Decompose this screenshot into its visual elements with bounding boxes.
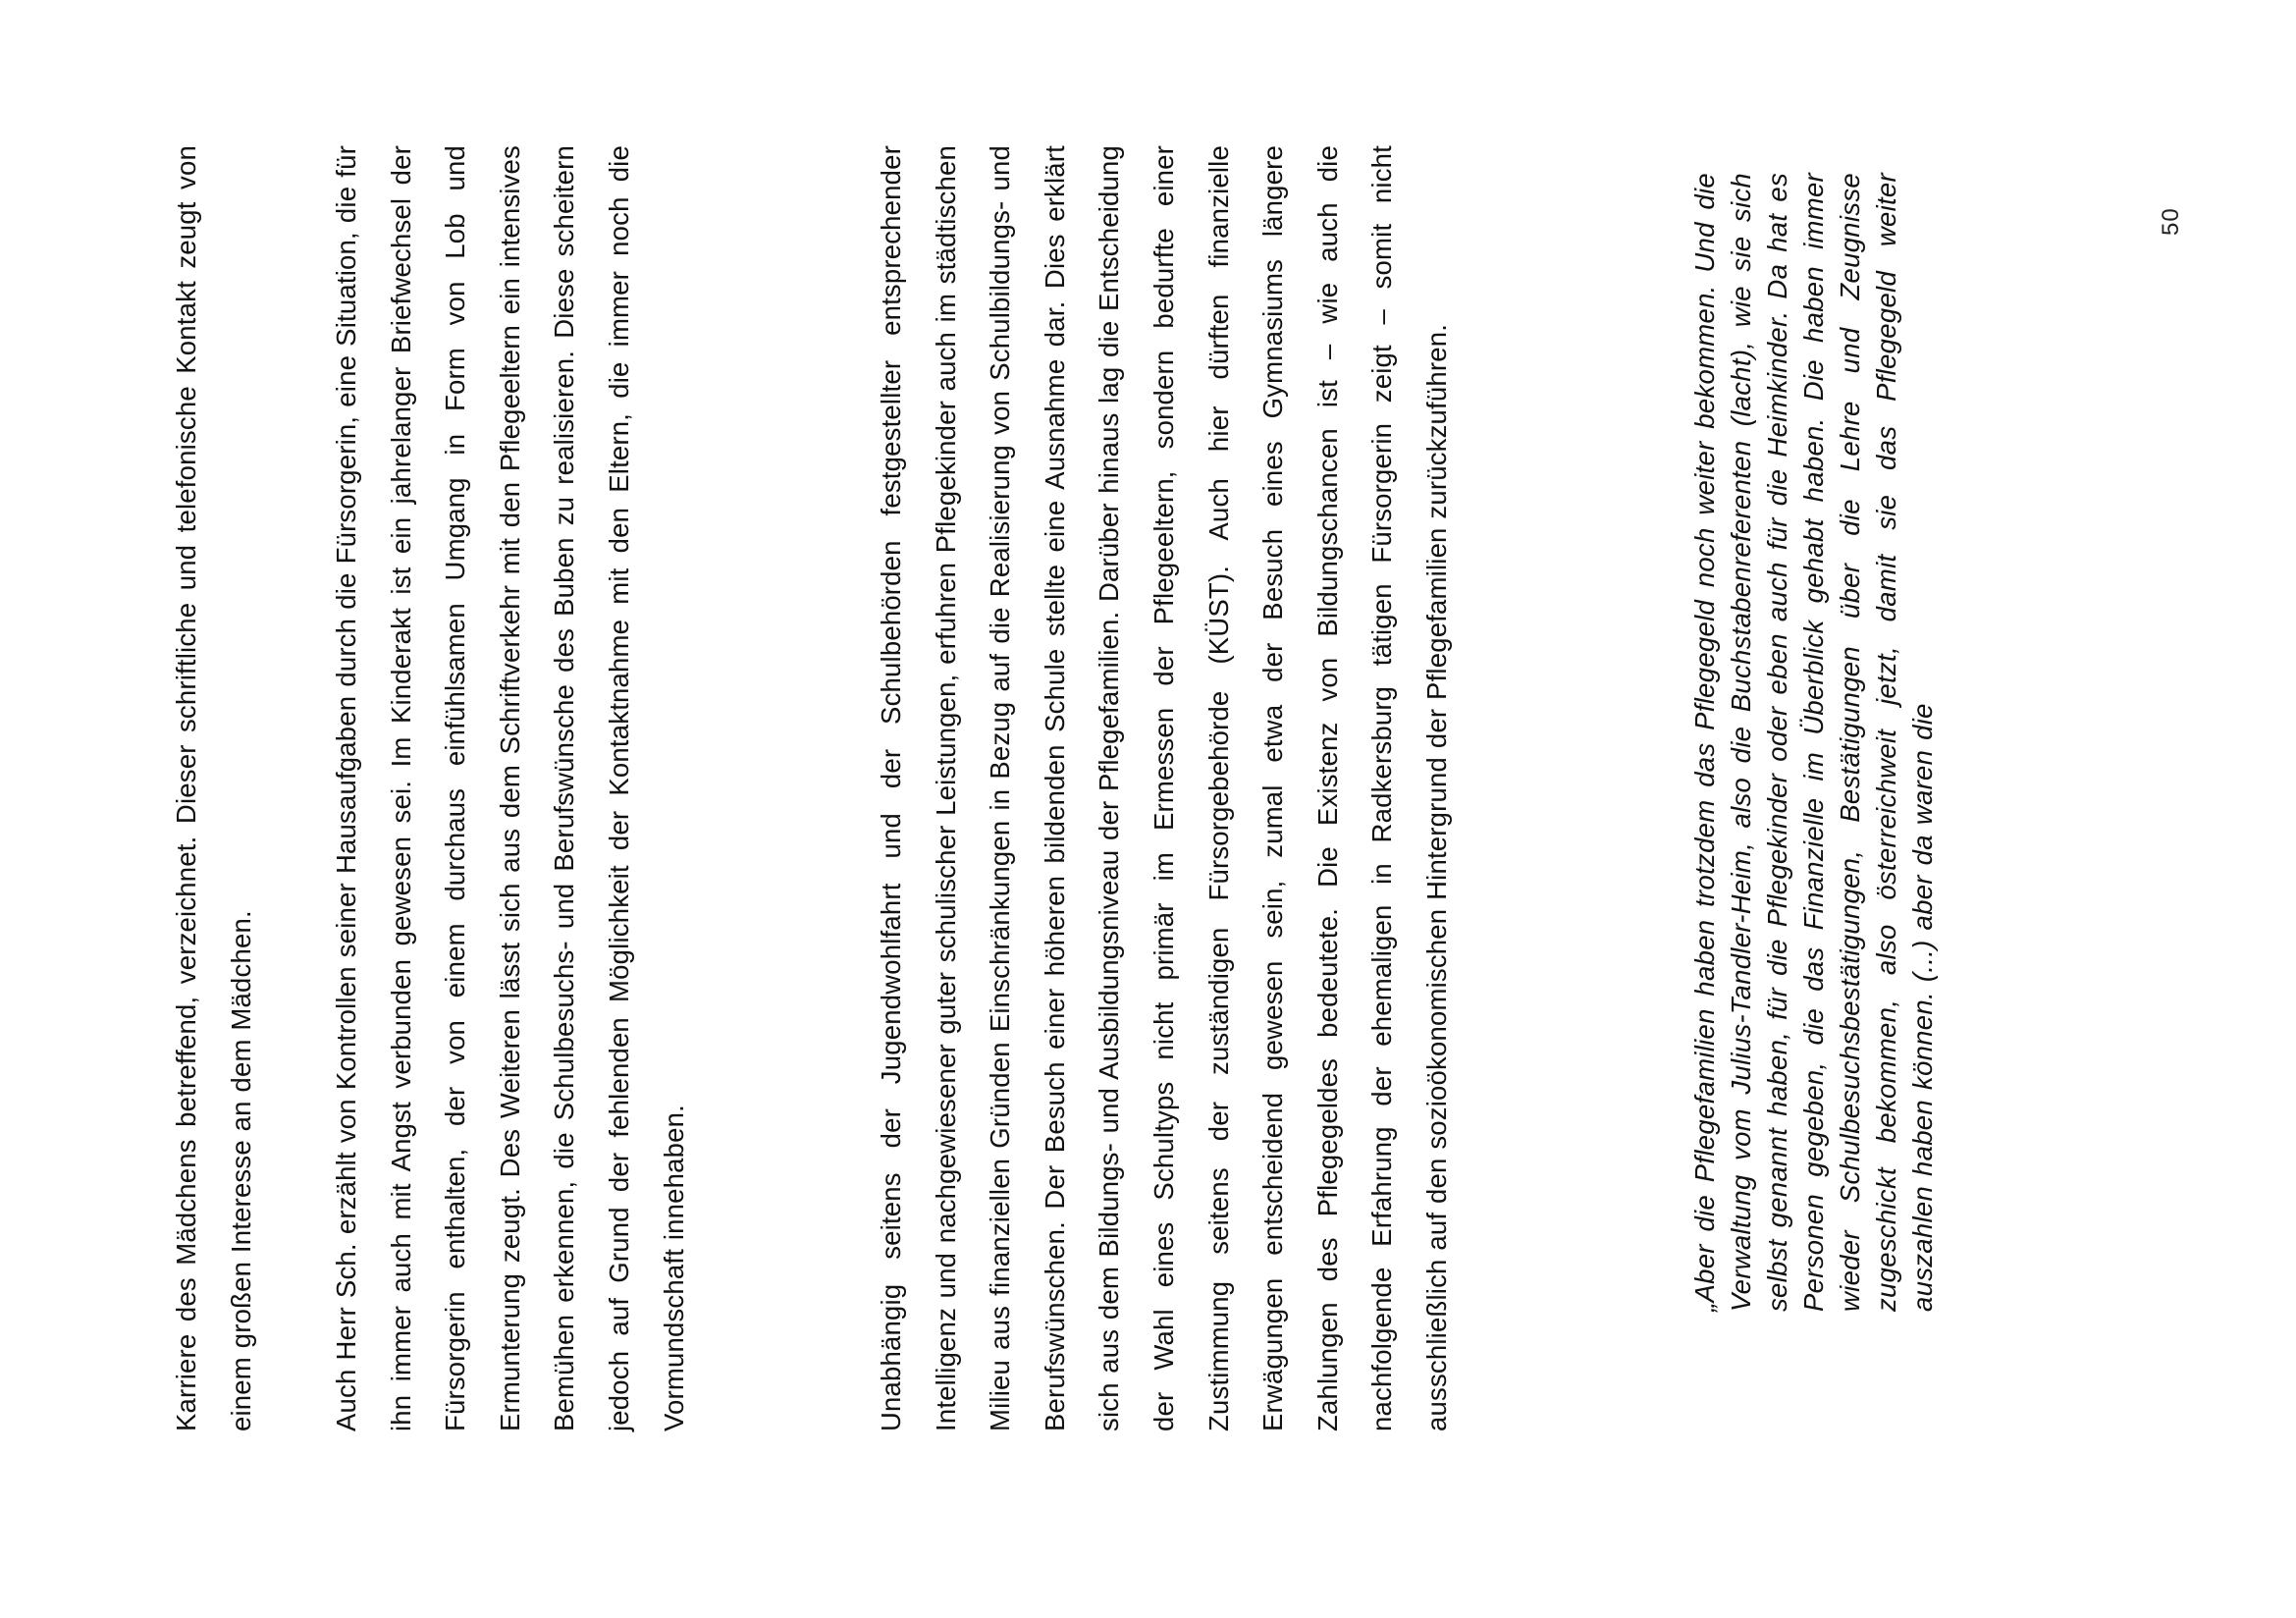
paragraph-2: Auch Herr Sch. erzählt von Kontrollen seiner Hausaufgaben durch die Fürsorgerin, eine Situation, die für ihn immer auch mit Angst verbunden gewesen sei. Im Kinderakt ist ein jahrelanger Briefwechsel der Fürsorgerin enthalten, der von einem durchaus einfühlsamen Umgang in Form von Lob und Ermunterung zeugt. Des Weiteren lässt sich aus dem Schriftverkehr mit den Pflegeeltern ein intensives Bemühen erkennen, die Schulbesuchs- und Berufswünsche des Buben zu realisieren. Diese scheitern jedoch auf Grund der fehlenden Möglichkeit der Kontaktnahme mit den Eltern, die immer noch die Vormundschaft innehaben.	[331, 145, 689, 1431]
paragraph-3: Unabhängig seitens der Jugendwohlfahrt und der Schulbehörden festgestellter entsprechender Intelligenz und nachgewiesener guter schulischer Leistungen, erfuhren Pflegekinder auch im städtischen Milieu aus finanziellen Gründen Einschränkungen in Bezug auf die Realisierung von Schulbildungs- und Berufswünschen. Der Besuch einer höheren bildenden Schule stellte eine Ausnahme dar. Dies erklärt sich aus dem Bildungs- und Ausbildungsniveau der Pflegefamilien. Darüber hinaus lag die Entscheidung der Wahl eines Schultyps nicht primär im Ermessen der Pflegeeltern, sondern bedurfte einer Zustimmung seitens der zuständigen Fürsorgebehörde (KÜST). Auch hier dürften finanzielle Erwägungen entscheidend gewesen sein, zumal etwa der Besuch eines Gymnasiums längere Zahlungen des Pflegegeldes bedeutete. Die Existenz von Bildungschancen ist – wie auch die nachfolgende Erfahrung der ehemaligen in Radkersburg tätigen Fürsorgerin zeigt – somit nicht ausschließlich auf den sozioökonomischen Hintergrund der Pflegefamilien zurückzuführen.	[876, 145, 1452, 1431]
page-number: 50	[2158, 207, 2184, 236]
paragraph-1: Karriere des Mädchens betreffend, verzeichnet. Dieser schriftliche und telefonische Kontakt zeugt von einem großen Interesse an dem Mädchen.	[171, 145, 256, 1431]
interview-quote: „Aber die Pflegefamilien haben trotzdem das Pflegegeld noch weiter bekommen. Und die Verwaltung vom Julius-Tandler-Heim, also die Buchstabenreferenten (lacht), wie sie sich selbst genannt haben, für die Pflegekinder oder eben auch für die Heimkinder. Da hat es Personen gegeben, die das Finanzielle im Überblick gehabt haben. Die haben immer wieder Schulbesuchsbestätigungen, Bestätigungen über die Lehre und Zeugnisse zugeschickt bekommen, also österreichweit jetzt, damit sie das Pflegegeld weiter auszahlen haben können. (...) aber da waren die	[1689, 173, 1938, 1312]
